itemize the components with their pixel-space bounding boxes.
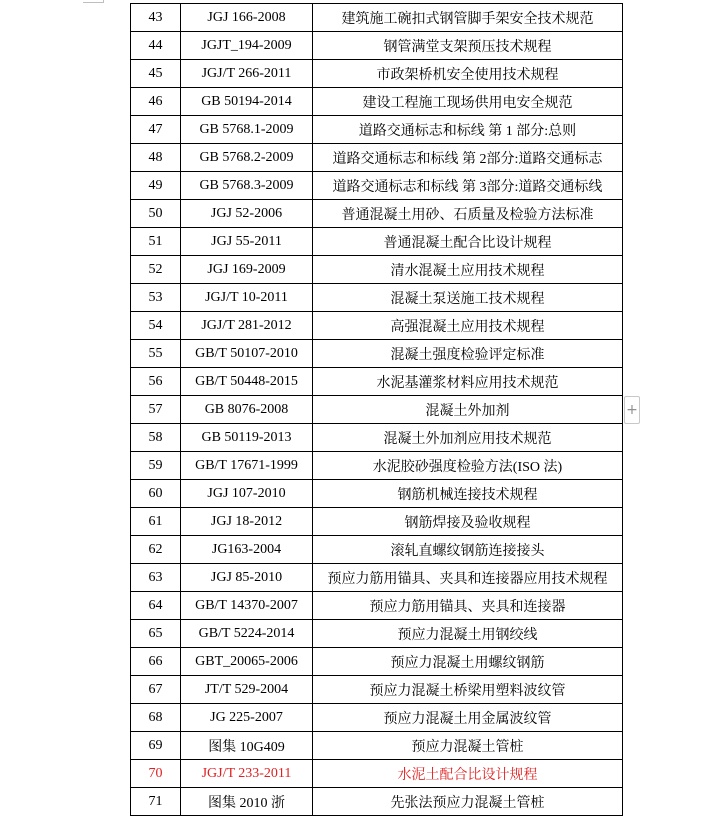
standard-name-cell: 普通混凝土配合比设计规程 — [313, 228, 623, 256]
standard-code-cell: JT/T 529-2004 — [181, 676, 313, 704]
standard-name-cell: 水泥土配合比设计规程 — [313, 760, 623, 788]
table-row — [131, 704, 623, 732]
row-number-cell: 47 — [131, 116, 181, 144]
standard-name-cell: 钢筋焊接及验收规程 — [313, 508, 623, 536]
standard-name-cell: 预应力混凝土桥梁用塑料波纹管 — [313, 676, 623, 704]
table-row — [131, 452, 623, 480]
row-number-cell: 57 — [131, 396, 181, 424]
standard-name-cell: 混凝土泵送施工技术规程 — [313, 284, 623, 312]
standard-code-cell: JG 225-2007 — [181, 704, 313, 732]
standard-code-cell: JGJ 52-2006 — [181, 200, 313, 228]
row-number-cell: 66 — [131, 648, 181, 676]
standard-name-cell: 预应力筋用锚具、夹具和连接器应用技术规程 — [313, 564, 623, 592]
row-number-cell: 69 — [131, 732, 181, 760]
standard-code-cell: GB 5768.1-2009 — [181, 116, 313, 144]
standard-name-cell: 预应力混凝土用金属波纹管 — [313, 704, 623, 732]
row-number-cell: 62 — [131, 536, 181, 564]
row-number-cell: 55 — [131, 340, 181, 368]
row-number-cell: 51 — [131, 228, 181, 256]
standard-code-cell: GB 50194-2014 — [181, 88, 313, 116]
standard-name-cell: 先张法预应力混凝土管桩 — [313, 788, 623, 816]
standard-code-cell: JGJ/T 10-2011 — [181, 284, 313, 312]
standard-name-cell: 钢管满堂支架预压技术规程 — [313, 32, 623, 60]
row-number-cell: 60 — [131, 480, 181, 508]
standard-code-cell: JGJ 169-2009 — [181, 256, 313, 284]
standard-name-cell: 建筑施工碗扣式钢管脚手架安全技术规范 — [313, 4, 623, 32]
standard-code-cell: JGJT_194-2009 — [181, 32, 313, 60]
row-number-cell: 44 — [131, 32, 181, 60]
standard-name-cell: 道路交通标志和标线 第 1 部分:总则 — [313, 116, 623, 144]
standard-code-cell: JGJ 18-2012 — [181, 508, 313, 536]
standard-code-cell: JGJ 85-2010 — [181, 564, 313, 592]
standard-code-cell: JGJ 55-2011 — [181, 228, 313, 256]
standard-code-cell: GB 50119-2013 — [181, 424, 313, 452]
row-number-cell: 58 — [131, 424, 181, 452]
table-row — [131, 116, 623, 144]
standard-code-cell: GB 5768.2-2009 — [181, 144, 313, 172]
row-number-cell: 49 — [131, 172, 181, 200]
standard-code-cell: GBT_20065-2006 — [181, 648, 313, 676]
standards-table — [130, 3, 623, 816]
table-row — [131, 256, 623, 284]
standard-name-cell: 混凝土外加剂 — [313, 396, 623, 424]
table-row — [131, 88, 623, 116]
standard-code-cell: 图集 2010 浙 — [181, 788, 313, 816]
row-number-cell: 61 — [131, 508, 181, 536]
standard-name-cell: 预应力混凝土用钢绞线 — [313, 620, 623, 648]
table-row — [131, 620, 623, 648]
standard-name-cell: 高强混凝土应用技术规程 — [313, 312, 623, 340]
row-number-cell: 56 — [131, 368, 181, 396]
row-number-cell: 68 — [131, 704, 181, 732]
standard-name-cell: 道路交通标志和标线 第 3部分:道路交通标线 — [313, 172, 623, 200]
table-row — [131, 144, 623, 172]
table-row — [131, 284, 623, 312]
standard-code-cell: JGJ 166-2008 — [181, 4, 313, 32]
row-number-cell: 71 — [131, 788, 181, 816]
standard-code-cell: GB/T 50107-2010 — [181, 340, 313, 368]
table-row — [131, 228, 623, 256]
standard-name-cell: 建设工程施工现场供用电安全规范 — [313, 88, 623, 116]
standard-name-cell: 混凝土强度检验评定标准 — [313, 340, 623, 368]
standard-name-cell: 水泥胶砂强度检验方法(ISO 法) — [313, 452, 623, 480]
row-number-cell: 59 — [131, 452, 181, 480]
table-row — [131, 32, 623, 60]
standard-name-cell: 普通混凝土用砂、石质量及检验方法标准 — [313, 200, 623, 228]
table-row — [131, 788, 623, 816]
table-row — [131, 312, 623, 340]
standard-name-cell: 滚轧直螺纹钢筋连接接头 — [313, 536, 623, 564]
table-row — [131, 508, 623, 536]
table-row — [131, 592, 623, 620]
standard-code-cell: GB/T 5224-2014 — [181, 620, 313, 648]
standard-code-cell: GB/T 14370-2007 — [181, 592, 313, 620]
row-number-cell: 67 — [131, 676, 181, 704]
standard-name-cell: 预应力混凝土管桩 — [313, 732, 623, 760]
table-row — [131, 732, 623, 760]
standard-name-cell: 钢筋机械连接技术规程 — [313, 480, 623, 508]
row-number-cell: 48 — [131, 144, 181, 172]
row-number-cell: 52 — [131, 256, 181, 284]
standard-name-cell: 道路交通标志和标线 第 2部分:道路交通标志 — [313, 144, 623, 172]
standard-code-cell: JG163-2004 — [181, 536, 313, 564]
standard-name-cell: 清水混凝土应用技术规程 — [313, 256, 623, 284]
standard-name-cell: 混凝土外加剂应用技术规范 — [313, 424, 623, 452]
standard-name-cell: 水泥基灌浆材料应用技术规范 — [313, 368, 623, 396]
standard-code-cell: JGJ/T 233-2011 — [181, 760, 313, 788]
table-row — [131, 480, 623, 508]
table-row — [131, 760, 623, 788]
table-row — [131, 172, 623, 200]
standard-code-cell: GB/T 50448-2015 — [181, 368, 313, 396]
plus-icon[interactable]: + — [624, 396, 640, 424]
standard-name-cell: 市政架桥机安全使用技术规程 — [313, 60, 623, 88]
standard-code-cell: GB 5768.3-2009 — [181, 172, 313, 200]
standards-table-body — [131, 4, 623, 816]
row-number-cell: 63 — [131, 564, 181, 592]
row-number-cell: 54 — [131, 312, 181, 340]
table-row — [131, 564, 623, 592]
row-number-cell: 46 — [131, 88, 181, 116]
standard-code-cell: GB 8076-2008 — [181, 396, 313, 424]
page-corner-mark — [83, 0, 104, 3]
row-number-cell: 50 — [131, 200, 181, 228]
table-row — [131, 424, 623, 452]
row-number-cell: 64 — [131, 592, 181, 620]
row-number-cell: 65 — [131, 620, 181, 648]
row-number-cell: 43 — [131, 4, 181, 32]
standard-code-cell: JGJ/T 281-2012 — [181, 312, 313, 340]
table-row — [131, 676, 623, 704]
standard-name-cell: 预应力混凝土用螺纹钢筋 — [313, 648, 623, 676]
standard-code-cell: GB/T 17671-1999 — [181, 452, 313, 480]
table-row — [131, 200, 623, 228]
table-row — [131, 396, 623, 424]
table-row — [131, 4, 623, 32]
row-number-cell: 45 — [131, 60, 181, 88]
row-number-cell: 70 — [131, 760, 181, 788]
table-row — [131, 536, 623, 564]
table-row — [131, 368, 623, 396]
standard-code-cell: JGJ 107-2010 — [181, 480, 313, 508]
standard-code-cell: JGJ/T 266-2011 — [181, 60, 313, 88]
table-row — [131, 60, 623, 88]
row-number-cell: 53 — [131, 284, 181, 312]
table-row — [131, 648, 623, 676]
standard-code-cell: 图集 10G409 — [181, 732, 313, 760]
table-row — [131, 340, 623, 368]
standard-name-cell: 预应力筋用锚具、夹具和连接器 — [313, 592, 623, 620]
